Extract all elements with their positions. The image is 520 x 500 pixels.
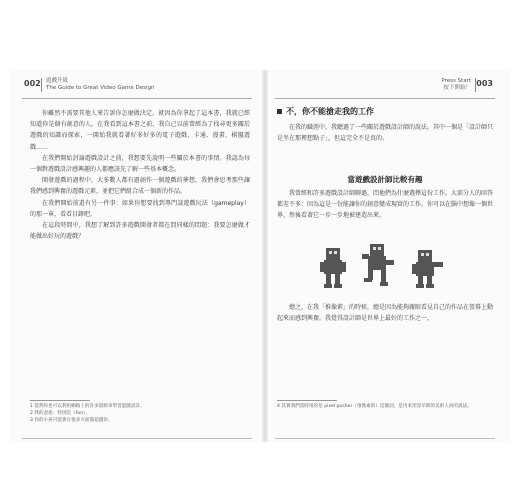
footnote: 4 其實我們當時用的是 pixel pusher（推像素的）這個詞，是用來形容早期的美術人員的說法。 [277, 404, 472, 409]
subheading: 當遊戲設計師比較有趣 [347, 175, 423, 184]
body-paragraph: 開發遊戲的過程中，大多數人都有過創作一個遊戲的夢想，我們會思考那些讓我們感到興奮的遊戲元素，並把它們組合成一個新的作品。 [30, 177, 250, 196]
footnote: 1 當然你也可以利用網路上的許多資源來學習遊戲設計。 [30, 404, 145, 409]
footnote: 3 你的小孩可能會在很多方面都超越你。 [30, 418, 113, 423]
square-bullet-icon [277, 109, 282, 114]
left-running-head [22, 76, 252, 99]
robot-sprite-3 [412, 250, 443, 288]
body-paragraph: 在我的職涯中，我聽過了一些關於遊戲設計師的說法。其中一個是「設計師只是坐在那裡想點子」，但這完全不是真的。 [277, 124, 494, 143]
running-head-subtitle: The Guide to Great Video Game Design [46, 85, 155, 91]
body-paragraph: 在我們開始討論遊戲設計之前，我想要先說明一些關於本書的事情。我認為每一個對遊戲設計感興趣的人都應該先了解一些基本概念。 [30, 154, 250, 174]
running-head-subtitle: 按下開始！ [443, 85, 471, 91]
body-paragraph: 在這段時間中，我想了解到許多遊戲開發者都在問同樣的問題：我要怎麼做才能做出好玩的遊戲？ [30, 222, 250, 241]
section-title [277, 106, 374, 117]
footnote: 2 我的意思：特別是（fun）。 [30, 411, 91, 416]
header-separator [41, 78, 42, 92]
robot-sprite-1 [320, 248, 346, 288]
right-page-number: 003 [476, 79, 493, 88]
left-page-number: 002 [24, 79, 41, 88]
section-title-text: 不，你不能搶走我的工作 [286, 107, 374, 116]
page-bottom-edge [22, 438, 252, 439]
left-running-head-text [46, 78, 154, 92]
body-paragraph-block [277, 302, 493, 324]
right-running-head [275, 76, 495, 99]
body-paragraph: 總之，在我「推像素」的時候，總是因為能夠親眼看見自己的作品在螢幕上動起來而感到興奮。我覺得設計師是世界上最好的工作之一。 [277, 304, 494, 323]
left-body-text [30, 108, 250, 242]
robot-sprite-2 [362, 244, 394, 286]
right-running-head-text [441, 78, 471, 92]
pixel-robot-illustration [318, 238, 458, 294]
body-paragraph: 你雖然不需要其他人來告訴你怎麼做決定，就因為你拿起了這本書，我就已經知道你是個有創意的人。在我看到這本書之前，我自己以前曾經為了找尋更多關於遊戲的知識而探索，一開始我就看著好多好多的電子遊戲、卡通、漫畫、棋盤遊戲…… [30, 110, 250, 151]
body-paragraph-block [277, 188, 493, 222]
footnote-rule [277, 400, 337, 401]
page-bottom-edge [275, 438, 495, 439]
book-gutter [262, 70, 268, 442]
body-paragraph: 我曾經和許多遊戲設計師聊過，問他們為什麼選擇這份工作。大部分人的回答都差不多：因為這是一份能讓你的創意變成現實的工作。你可以在腦中想像一個世界，然後看著它一步一步地被建造出來。 [277, 190, 494, 220]
intro-paragraph [277, 122, 493, 144]
running-head-title: Press Start [441, 78, 471, 84]
running-head-title: 遊戲升級 [46, 78, 69, 84]
footnote-rule [30, 400, 90, 401]
body-paragraph: 在我們開始前還有另一件事：如果你想要找到專門談遊戲玩法（gameplay）的那一章，看看目錄吧。 [30, 199, 250, 218]
